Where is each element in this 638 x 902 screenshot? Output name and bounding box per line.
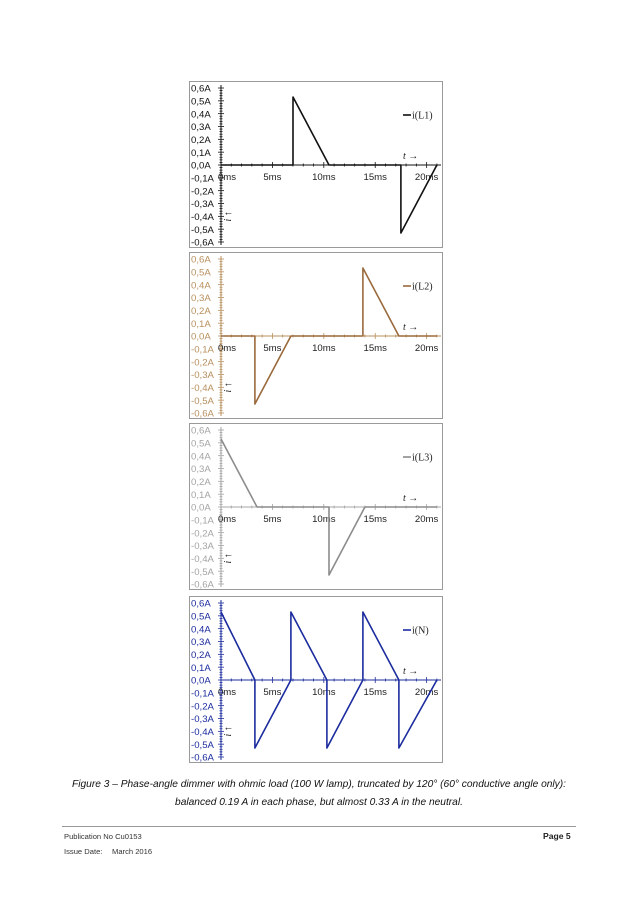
y-tick-label: -0,3A	[191, 714, 214, 726]
x-tick-label: 5ms	[263, 514, 282, 525]
y-tick-label: 0,4A	[191, 624, 211, 636]
y-axis-label: i ↑	[223, 553, 234, 564]
y-tick-label: -0,6A	[191, 579, 214, 591]
x-tick-label: 15ms	[363, 687, 387, 698]
y-tick-label: 0,6A	[191, 425, 211, 437]
y-tick-label: 0,2A	[191, 305, 211, 317]
x-tick-label: 0ms	[217, 687, 237, 698]
y-tick-label: -0,4A	[191, 382, 214, 394]
x-tick-label: 20ms	[414, 343, 439, 354]
y-tick-label: -0,1A	[191, 515, 214, 527]
footer-rule	[62, 826, 576, 827]
y-tick-label: 0,3A	[191, 122, 211, 134]
y-tick-label: -0,5A	[191, 395, 214, 407]
y-tick-label: 0,1A	[191, 489, 211, 501]
legend-label: i(L2)	[412, 281, 433, 293]
y-tick-label: -0,1A	[191, 688, 214, 700]
x-tick-label: 10ms	[312, 687, 336, 698]
y-tick-label: 0,6A	[191, 254, 211, 266]
y-tick-label: 0,3A	[191, 637, 211, 649]
y-tick-label: 0,2A	[191, 476, 211, 488]
legend-label: i(N)	[412, 625, 429, 637]
chart-panel-2	[190, 253, 443, 420]
y-tick-label: 0,5A	[191, 96, 211, 108]
y-tick-label: -0,5A	[191, 566, 214, 578]
y-tick-label: -0,6A	[191, 752, 214, 764]
y-tick-label: 0,6A	[191, 83, 211, 95]
x-axis-label: t →	[403, 493, 419, 504]
y-tick-label: 0,3A	[191, 464, 211, 476]
figure-caption-line-1: Figure 3 – Phase-angle dimmer with ohmic load (100 W lamp), truncated by 120° (60° conductive angle only):	[72, 779, 566, 790]
y-tick-label: 0,2A	[191, 649, 211, 661]
y-tick-label: 0,1A	[191, 147, 211, 159]
y-tick-label: -0,2A	[191, 357, 214, 369]
y-tick-label: -0,2A	[191, 186, 214, 198]
y-tick-label: -0,3A	[191, 541, 214, 553]
figure-caption-line-2: balanced 0.19 A in each phase, but almost 0.33 A in the neutral.	[175, 797, 463, 808]
footer-issue-label: Issue Date:	[64, 847, 103, 856]
x-tick-label: 0ms	[217, 343, 237, 354]
legend-label: i(L3)	[412, 452, 433, 464]
y-tick-label: -0,4A	[191, 211, 214, 223]
y-tick-label: -0,4A	[191, 553, 214, 565]
y-axis-label: i ↑	[223, 382, 234, 393]
y-tick-label: -0,6A	[191, 408, 214, 420]
y-tick-label: -0,5A	[191, 739, 214, 751]
y-tick-label: 0,5A	[191, 267, 211, 279]
y-tick-label: 0,0A	[191, 502, 211, 514]
y-tick-label: -0,1A	[191, 344, 214, 356]
y-tick-label: 0,0A	[191, 160, 211, 172]
footer-issue-date: March 2016	[112, 847, 153, 856]
x-axis-label: t →	[403, 322, 419, 333]
chart-panel-4	[190, 597, 443, 764]
y-tick-label: -0,3A	[191, 199, 214, 211]
x-axis-label: t →	[403, 666, 419, 677]
y-tick-label: 0,1A	[191, 662, 211, 674]
x-tick-label: 15ms	[363, 172, 387, 183]
x-tick-label: 20ms	[414, 687, 439, 698]
footer-page-number: Page 5	[543, 831, 571, 841]
x-tick-label: 10ms	[312, 172, 336, 183]
x-tick-label: 15ms	[363, 343, 387, 354]
legend-label: i(L1)	[412, 110, 433, 122]
y-tick-label: 0,5A	[191, 611, 211, 623]
y-tick-label: 0,1A	[191, 318, 211, 330]
x-tick-label: 5ms	[263, 343, 282, 354]
y-tick-label: 0,4A	[191, 109, 211, 121]
y-tick-label: 0,4A	[191, 280, 211, 292]
y-tick-label: 0,3A	[191, 293, 211, 305]
x-tick-label: 5ms	[263, 687, 282, 698]
chart-panel-3	[190, 424, 443, 591]
x-tick-label: 10ms	[312, 514, 336, 525]
x-axis-label: t →	[403, 151, 419, 162]
x-tick-label: 0ms	[217, 514, 237, 525]
y-tick-label: 0,6A	[191, 598, 211, 610]
y-tick-label: -0,2A	[191, 528, 214, 540]
x-tick-label: 20ms	[414, 172, 439, 183]
y-tick-label: -0,6A	[191, 237, 214, 249]
y-axis-label: i ↑	[223, 211, 234, 222]
y-tick-label: -0,4A	[191, 726, 214, 738]
x-tick-label: 5ms	[263, 172, 282, 183]
x-tick-label: 15ms	[363, 514, 387, 525]
chart-panel-1	[190, 82, 443, 249]
y-tick-label: -0,2A	[191, 701, 214, 713]
footer-publication: Publication No Cu0153	[64, 832, 142, 841]
y-tick-label: -0,1A	[191, 173, 214, 185]
y-tick-label: -0,3A	[191, 370, 214, 382]
y-tick-label: 0,0A	[191, 331, 211, 343]
y-axis-label: i ↑	[223, 726, 234, 737]
y-tick-label: -0,5A	[191, 224, 214, 236]
x-tick-label: 10ms	[312, 343, 336, 354]
x-tick-label: 20ms	[414, 514, 439, 525]
y-tick-label: 0,4A	[191, 451, 211, 463]
x-tick-label: 0ms	[217, 172, 237, 183]
y-tick-label: 0,5A	[191, 438, 211, 450]
y-tick-label: 0,2A	[191, 134, 211, 146]
y-tick-label: 0,0A	[191, 675, 211, 687]
